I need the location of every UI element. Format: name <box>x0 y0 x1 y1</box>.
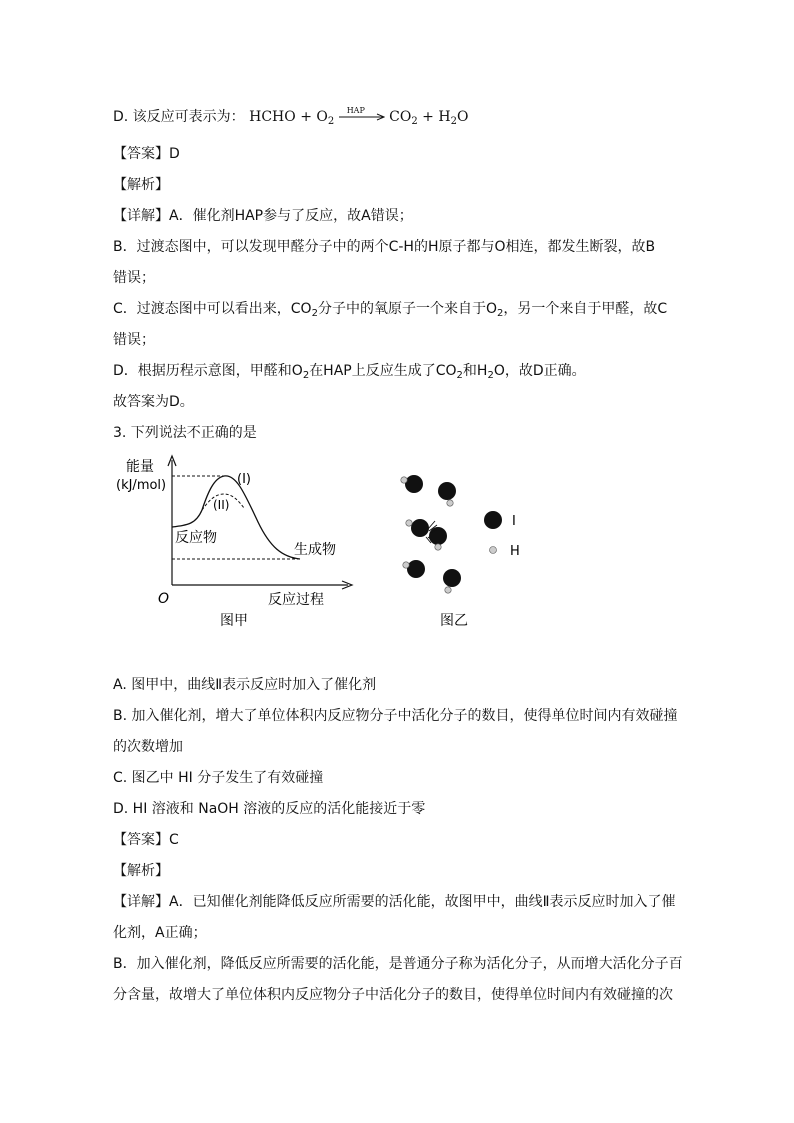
eq-h: + H <box>417 109 451 125</box>
text-span: ，另一个来自于甲醛，故C <box>503 301 668 317</box>
text-span: 在HAP上反应生成了CO <box>309 363 457 379</box>
q3-option-b2: 的次数增加 <box>113 739 183 755</box>
q3-detail-b2: 分含量，故增大了单位体积内反应物分子中活化分子的数目，使得单位时间内有效碰撞的次 <box>113 987 673 1003</box>
eq-reactants: HCHO + O <box>249 109 328 125</box>
legend-hydrogen-icon <box>490 547 497 554</box>
curve-i-label: (I) <box>237 472 251 487</box>
text-span: 分子中的氧原子一个来自于O <box>317 301 497 317</box>
y-label-energy: 能量 <box>126 459 154 475</box>
iodine-atom-icon <box>411 519 429 537</box>
eq-co: CO <box>389 109 412 125</box>
legend-iodine-icon <box>484 511 502 529</box>
hydrogen-atom-icon <box>447 500 453 506</box>
q2-detail-b2: 错误； <box>113 270 155 286</box>
q3-detail-a1: 【详解】A．已知催化剂能降低反应所需要的活化能，故图甲中，曲线Ⅱ表示反应时加入了催 <box>113 894 676 910</box>
arrow-icon <box>339 110 385 124</box>
q3-detail-a2: 化剂，A正确； <box>113 925 207 941</box>
hydrogen-atom-icon <box>435 544 441 550</box>
q3-option-d: D. HI 溶液和 NaOH 溶液的反应的活化能接近于零 <box>113 801 426 817</box>
q2-answer: 【答案】D <box>113 146 180 162</box>
q3-analysis-heading: 【解析】 <box>113 863 169 879</box>
iodine-atom-icon <box>405 475 423 493</box>
q3-option-a: A. 图甲中，曲线Ⅱ表示反应时加入了催化剂 <box>113 677 377 693</box>
equation <box>249 107 468 127</box>
legend-h-label: H <box>510 544 520 559</box>
q2-detail-c2: 错误； <box>113 332 155 348</box>
x-axis-label: 反应过程 <box>268 592 324 608</box>
product-label: 生成物 <box>294 542 336 558</box>
hydrogen-atom-icon <box>401 477 407 483</box>
iodine-atom-icon <box>438 482 456 500</box>
origin-label: O <box>158 591 170 607</box>
curve-i <box>172 476 300 559</box>
energy-diagram <box>110 452 360 637</box>
text-span: 和H <box>462 363 488 379</box>
q2-detail-b1: B．过渡态图中，可以发现甲醛分子中的两个C-H的H原子都与O相连，都发生断裂，故B <box>113 239 656 255</box>
iodine-atom-icon <box>407 560 425 578</box>
reactant-label: 反应物 <box>175 530 217 546</box>
q2-detail-d: D．根据历程示意图，甲醛和$O_2$在HAP上反应生成了$CO_2$和$H_2O$，故D正确。 <box>113 363 586 381</box>
curve-ii-label: (II) <box>213 498 230 512</box>
text-span: O，故D正确。 <box>493 363 586 379</box>
text-span: C．过渡态图中可以看出来，CO <box>113 301 312 317</box>
eq-sub: 2 <box>450 116 457 127</box>
option-d-label: D. 该反应可表示为： <box>113 109 245 125</box>
q3-option-b1: B. 加入催化剂，增大了单位体积内反应物分子中活化分子的数目，使得单位时间内有效碰撞 <box>113 708 678 724</box>
q2-analysis-heading: 【解析】 <box>113 177 169 193</box>
eq-sub: 2 <box>327 116 335 127</box>
figure-caption: 图乙 <box>440 613 468 629</box>
q2-detail-a: 【详解】A．催化剂HAP参与了反应，故A错误； <box>113 208 413 224</box>
q2-detail-c1: C．过渡态图中可以看出来，$CO_2$分子中的氧原子一个来自于$O_2$，另一个来自于甲醛，故C <box>113 301 668 319</box>
q3-option-c: C. 图乙中 HI 分子发生了有效碰撞 <box>113 770 324 786</box>
figure-caption: 图甲 <box>220 613 248 629</box>
q2-option-d <box>113 107 468 127</box>
iodine-atom-icon <box>443 569 461 587</box>
y-label-unit: (kJ/mol) <box>116 478 167 493</box>
eq-sub: 2 <box>411 116 418 127</box>
q3-stem: 3. 下列说法不正确的是 <box>113 425 257 441</box>
q2-conclusion: 故答案为D。 <box>113 394 194 410</box>
text-span: D．根据历程示意图，甲醛和O <box>113 363 303 379</box>
catalyst-label: HAP <box>346 106 365 115</box>
collision-diagram <box>390 465 540 635</box>
hydrogen-atom-icon <box>406 520 412 526</box>
q3-answer: 【答案】C <box>113 832 179 848</box>
hydrogen-atom-icon <box>403 562 409 568</box>
hydrogen-atom-icon <box>445 587 451 593</box>
legend-i-label: I <box>512 514 516 529</box>
eq-o: O <box>456 109 469 125</box>
iodine-atom-icon <box>429 527 447 545</box>
q3-detail-b1: B．加入催化剂，降低反应所需要的活化能，是普通分子称为活化分子，从而增大活化分子百 <box>113 956 683 972</box>
reaction-arrow <box>339 106 385 124</box>
